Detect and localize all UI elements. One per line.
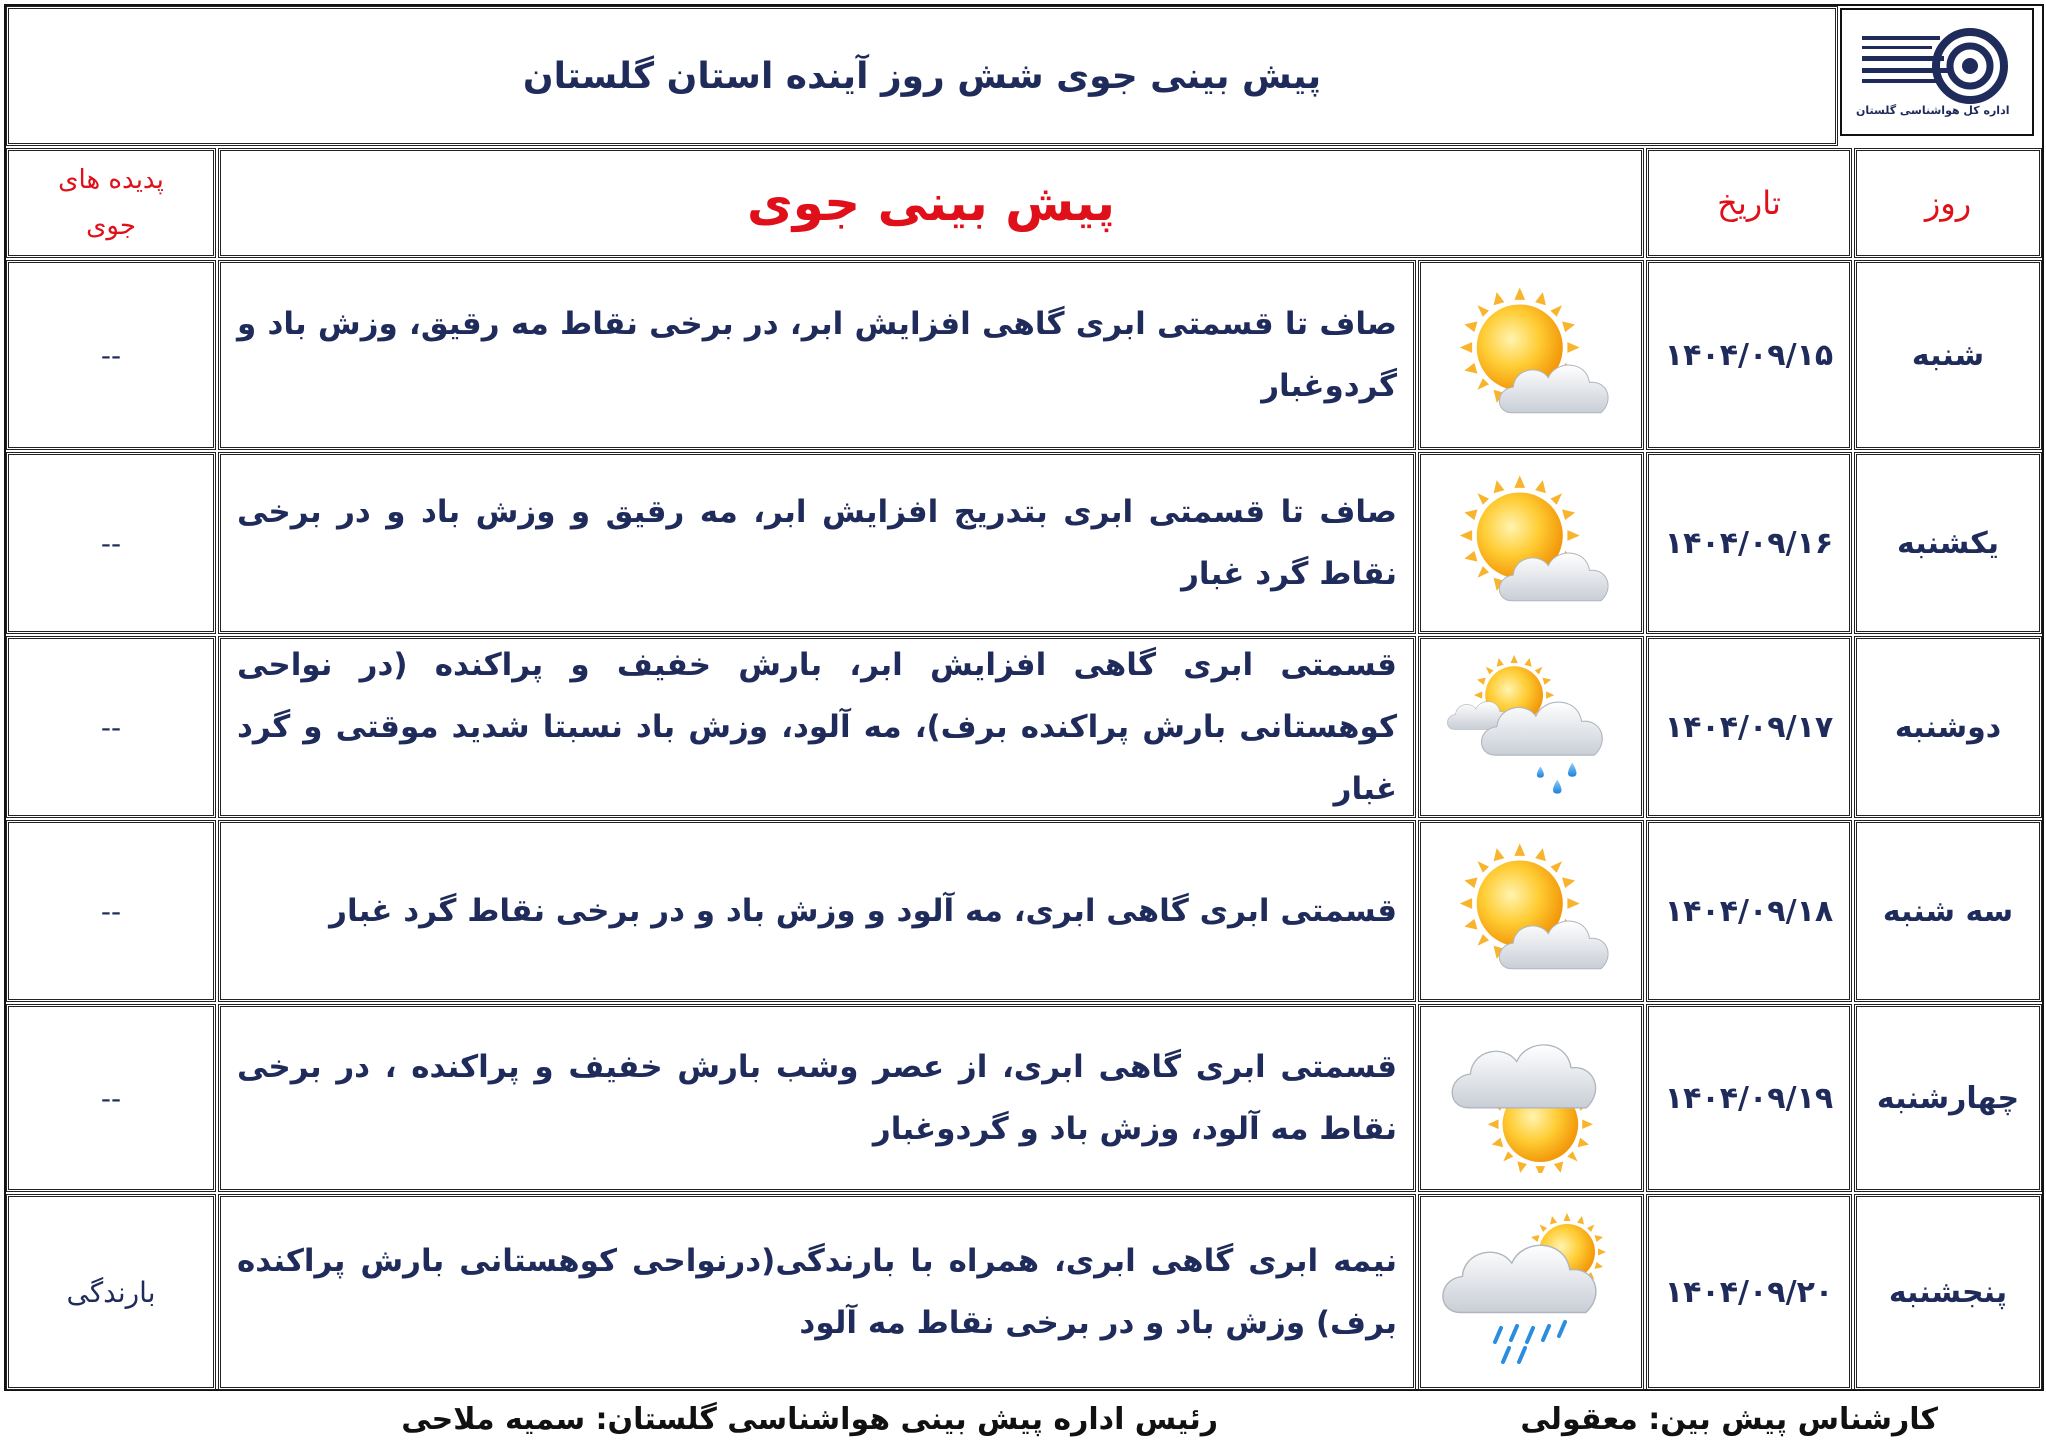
row-phenomena [6,1194,216,1390]
meteorological-organization-logo-icon [1852,22,2022,122]
row-phenomena [6,1004,216,1192]
row-weather-icon-cell [1418,636,1644,818]
row-day [1854,260,2042,450]
row-description-text: نیمه ابری گاهی ابری، همراه با بارندگی(درنواحی کوهستانی بارش پراکنده برف) وزش باد و در برخی نقاط مه آلود [237,1243,1397,1341]
row-day [1854,636,2042,818]
row-phenomena [6,820,216,1002]
row-description [218,636,1416,818]
row-weather-icon-cell [1418,1194,1644,1390]
header-day [1854,148,2042,258]
row-date-text: ۱۴۰۴/۰۹/۱۹ [1664,1080,1834,1116]
row-day-text: چهارشنبه [1876,1080,2020,1116]
row-description [218,1194,1416,1390]
row-day-text: یکشنبه [1897,525,1999,561]
row-day-text: سه شنبه [1882,893,2014,929]
row-date [1646,820,1852,1002]
page-title: پیش بینی جوی شش روز آینده استان گلستان [522,55,1322,97]
row-day-text: پنجشنبه [1888,1274,2008,1310]
header-phenomena-label: پدیده های جوی [58,165,164,241]
row-phenomena-text: -- [100,1081,122,1115]
logo [1840,8,2034,136]
row-description-text: صاف تا قسمتی ابری گاهی افزایش ابر، در برخی نقاط مه رقیق، وزش باد و گردوغبار [237,306,1397,404]
head-credit: رئیس اداره پیش بینی هواشناسی گلستان: سمیه ملاحی [401,1402,1218,1437]
row-description-text: قسمتی ابری گاهی ابری، از عصر وشب بارش خفیف و پراکنده ، در برخی نقاط مه آلود، وزش باد و گردوغبار [237,1049,1397,1147]
row-weather-icon-cell [1418,820,1644,1002]
row-date [1646,1194,1852,1390]
row-phenomena [6,636,216,818]
row-day [1854,1004,2042,1192]
row-day-text: شنبه [1911,337,1985,373]
header-phenomena [6,148,216,258]
row-phenomena-text: بارندگی [66,1275,156,1309]
row-date [1646,1004,1852,1192]
header-forecast-label: پیش بینی جوی [746,174,1116,232]
row-date [1646,636,1852,818]
row-date-text: ۱۴۰۴/۰۹/۱۷ [1664,709,1834,745]
row-date [1646,260,1852,450]
row-weather-icon-cell [1418,452,1644,634]
row-day [1854,820,2042,1002]
logo-caption: اداره کل هواشناسی گلستان [1856,104,2010,117]
header-date [1646,148,1852,258]
cloud-over-sun-icon [1441,1023,1621,1173]
sun-cloud-drizzle-icon [1441,652,1621,802]
row-weather-icon-cell [1418,260,1644,450]
row-phenomena [6,260,216,450]
row-date-text: ۱۴۰۴/۰۹/۱۶ [1664,525,1834,561]
row-date [1646,452,1852,634]
row-description [218,820,1416,1002]
header-day-label: روز [1924,184,1972,222]
row-phenomena-text: -- [100,710,122,744]
row-day [1854,1194,2042,1390]
row-date-text: ۱۴۰۴/۰۹/۲۰ [1664,1274,1834,1310]
row-description [218,452,1416,634]
row-phenomena [6,452,216,634]
row-description-text: صاف تا قسمتی ابری بتدریج افزایش ابر، مه رقیق و وزش باد و در برخی نقاط گرد غبار [237,494,1397,592]
row-description [218,260,1416,450]
row-description-text: قسمتی ابری گاهی افزایش ابر، بارش خفیف و پراکنده (در نواحی کوهستانی بارش پراکنده برف)، مه آلود، وزش باد نسبتا شدید موقتی و گرد غبار [237,647,1397,807]
row-day [1854,452,2042,634]
partly-cloudy-sun-icon [1441,468,1621,618]
row-phenomena-text: -- [100,338,122,372]
row-description [218,1004,1416,1192]
partly-cloudy-sun-icon [1441,836,1621,986]
row-phenomena-text: -- [100,894,122,928]
row-weather-icon-cell [1418,1004,1644,1192]
row-phenomena-text: -- [100,526,122,560]
row-date-text: ۱۴۰۴/۰۹/۱۵ [1664,337,1834,373]
header-date-label: تاریخ [1717,184,1781,222]
cloud-rain-sun-icon [1441,1212,1621,1372]
row-description-text: قسمتی ابری گاهی ابری، مه آلود و وزش باد و در برخی نقاط گرد غبار [329,893,1397,929]
partly-cloudy-sun-icon [1441,280,1621,430]
row-date-text: ۱۴۰۴/۰۹/۱۸ [1664,893,1834,929]
row-day-text: دوشنبه [1894,709,2002,745]
title-cell [6,6,1838,146]
forecaster-credit: کارشناس پیش بین: معقولی [1520,1402,1938,1437]
header-forecast [218,148,1644,258]
